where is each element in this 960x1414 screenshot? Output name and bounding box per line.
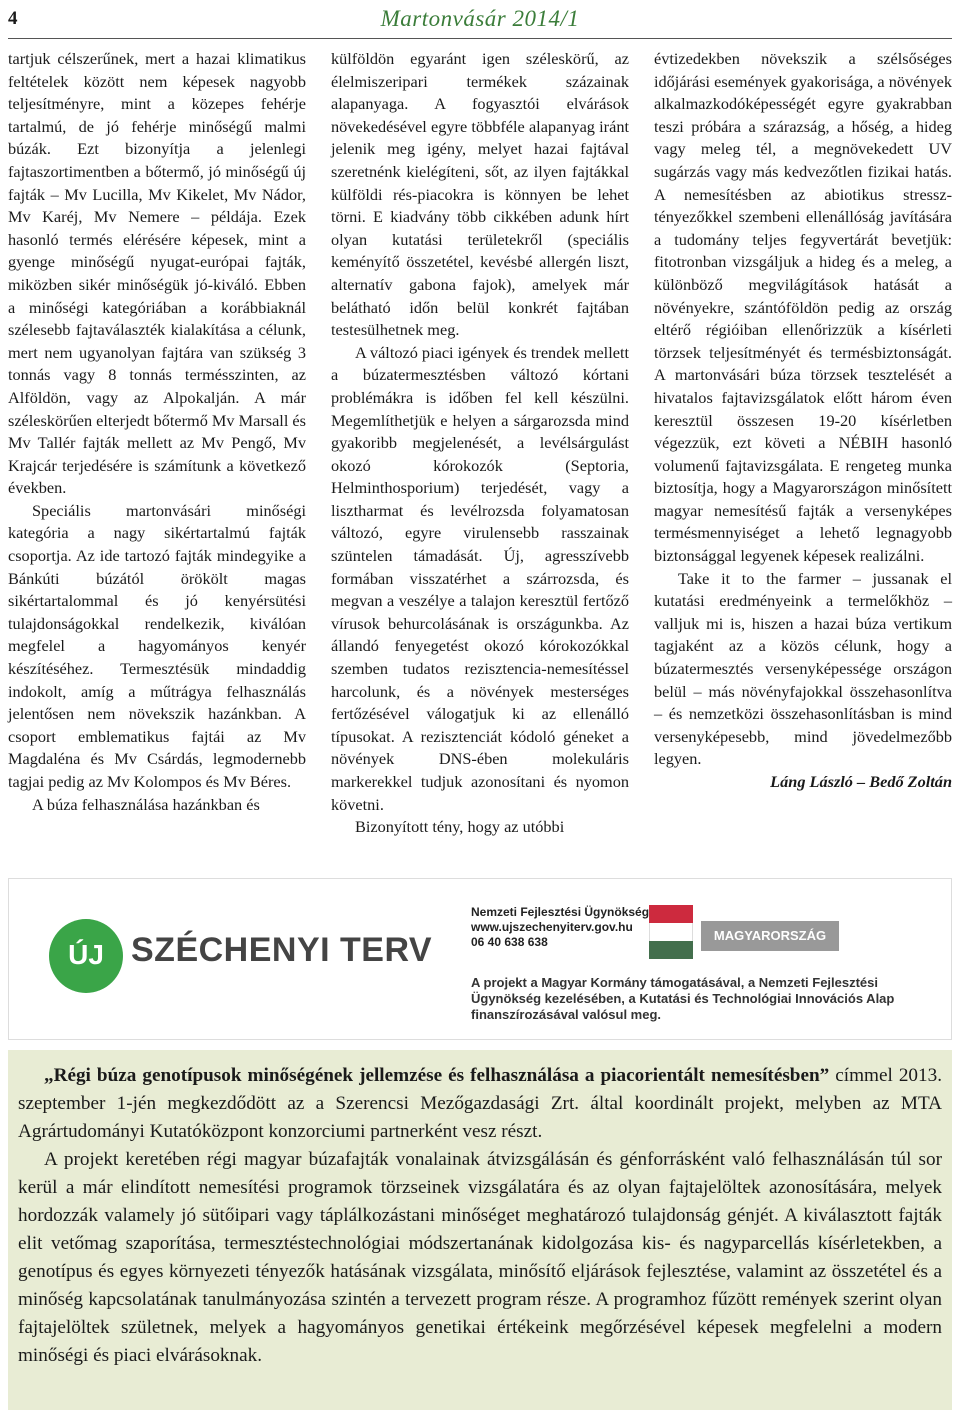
paragraph: A változó piaci igények és trendek mellett a búzatermesztésben változó kórtani problémákra is időben fel kell készülni. Megemlíthetjük e helyen a sárgarozsda mind gyakoribb megjelenését, a levélsárgulást okozó kórokozók (Septoria, Helminthosporium) terjedését, vagy a lisztharmat és levélrozsda folyamatosan változó, egyre virulensebb rasszainak szüntelen támadását. Új, agresszívebb formában visszatérhet a szárrozsda, és megvan a veszélye a talajon keresztül fertőző vírusok behurcolásának is országunkba. Az állandó fenyegetést okozó kórokozókkal szemben tudatos rezisztencia-nemesítéssel harcolunk, és a növények mesterséges fertőzésével válogatjuk ki az ellenálló típusokat. A rezisztenciát kódoló géneket a növények DNS-ében molekuláris markerekkel tudjuk azonosítani és nyomon követni. [331,342,629,814]
project-body: A projekt keretében régi magyar búzafajták vonalainak átvizsgálásán és génforrásként való felhasználásán túl sor kerül a már elindított nemesítési programok törzseinek vizsgálatára és az olyan fajtajelöltek azonosítására, melyek hordozzák valamely jó sütőipari vagy táplálkozástani minőséget meghatározó tulajdonság génjét. A kiválasztott fajták elit vetőmag szaporítása, termesztéstechnológiai módszertanának kidolgozása kis- és nagyparcellás kísérletekben, a genotípus és egyes környezeti tényezők hatásának vizsgálata, minősítő eljárások fejlesztése, valamint az összetétel és a minőség kapcsolatának tanulmányozása szintén a tervezett program része. A programhoz fűzött remények szerint olyan fajtajelöltek születnek, melyek a hagyományos genetikai értékeink megőrzésével képesek megfelelni a modern minőségi és piaci elvárásoknak. [18,1149,942,1366]
project-info-box [8,1050,952,1410]
szechenyi-logo-icon [49,919,123,993]
page-number: 4 [8,8,18,29]
agency-info [471,905,649,950]
agency-url: www.ujszechenyiterv.gov.hu [471,920,633,934]
header-divider [8,38,952,39]
page-header [8,6,952,34]
hungarian-flag-icon [649,905,693,959]
article-column-1 [8,48,306,816]
agency-phone: 06 40 638 638 [471,935,548,949]
agency-name: Nemzeti Fejlesztési Ügynökség [471,905,650,919]
funding-banner [8,878,952,1040]
slogan-badge: MAGYARORSZÁG MEGÚJUL [701,921,839,951]
article-column-2 [331,48,629,839]
paragraph: Bizonyított tény, hogy az utóbbi [355,817,565,837]
paragraph: külföldön egyaránt igen széleskörű, az élelmiszeripari termékek százainak alapanyaga. A fogyasztói elvárások növekedésével egyre többféle alapanyag iránt jelenik meg igény, melyet hazai fajtával szeretnénk kielégíteni, sőt, az ilyen fajtákkal külföldi rés-piacokra is könnyen be lehet törni. E kiadvány több cikkében adunk hírt olyan kutatási területekről (speciális keményítő összetétel, kevésbé allergén liszt, alternatív gabona fajok), amelyek már belátható időn belül konkrét fajtában testesülhetnek meg. [331,49,629,340]
logo-badge-text: ÚJ [68,939,104,970]
paragraph: Take it to the farmer – jussanak el kutatási eredményeink a termelőkhöz – valljuk mi is, hiszen a hazai búza vertikum tagjaként az a közös célunk, hogy a búzatermesztés versenyképessége országon belül – más növényfajokkal összehasonlítva – és nemzetközi összehasonlításban is mind versenyképesebb, mind jövedelmezőbb legyen. [654,568,952,769]
project-intro [18,1062,942,1146]
magazine-title: Martonvásár 2014/1 [380,6,580,31]
paragraph: tartjuk célszerűnek, mert a hazai klimatikus feltételek között nem képesek nagyobb teljesítményre, mint a közepes fehérje tartalmú, de jó fehérje minőségű malmi búzák. Ezt bizonyítja a jelenlegi fajtaszortimentben a bőtermő, jó minőségű új fajták – Mv Lucilla, Mv Kikelet, Mv Nádor, Mv Karéj, Mv Nemere – példája. Ezek hasonló termés elérésére képesek, mint a gyenge minőségű nyugat-európai fajták, miközben sikér minőségük jó-kiváló. Ebben a minőségi kategóriában a korábbiaknál szélesebb fajtaválaszték kialakítása a célunk, mert nem ugyanolyan fajtára van szükség 3 tonnás vagy 8 tonnás termésszinten, az Alföldön, vagy az Alpokalján. A már széleskörűen elterjedt bőtermő Mv Marsall és Mv Tallér fajták mellett az Mv Pengő, Mv Krajcár terjedésére is számítunk a következő években. [8,49,306,498]
funding-description: A projekt a Magyar Kormány támogatásával, a Nemzeti Fejlesztési Ügynökség kezelésében, a Kutatási és Technológiai Innovációs Alap finanszírozásával valósul meg. [471,975,895,1022]
logo-text: SZÉCHENYI TERV [131,931,433,969]
paragraph: A búza felhasználása hazánkban és [32,794,260,814]
article-column-3 [654,48,952,794]
project-title: „Régi búza genotípusok minőségének jellemzése és felhasználása a piacorientált nemesítésben” [44,1065,830,1086]
author-signature: Láng László – Bedő Zoltán [770,772,952,791]
paragraph: Speciális martonvásári minőségi kategória a nagy sikértartalmú fajták csoportja. Az ide tartozó fajták mindegyike a Bánkúti búzától örökölt magas sikértartalommal és jó kenyérsütési tulajdonságokkal rendelkezik, kiválóan megfelel a hagyományos kenyér készítéséhez. Termesztésük mindaddig indokolt, amíg a műtrágya felhasználás jelentősen nem növekszik hazánkban. A csoport emblematikus fajtái az Mv Magdaléna és Mv Csárdás, legmodernebb tagjai pedig az Mv Kolompos és Mv Béres. [8,500,306,791]
project-intro-text: címmel 2013. szeptember 1-jén megkezdődött az a Szerencsi Mezőgazdasági Zrt. által koordinált projekt, melyben az MTA Agrártudományi Kutatóközpont konzorciumi partnerként vesz részt. [18,1065,942,1142]
paragraph: évtizedekben növekszik a szélsőséges időjárási események gyakorisága, a növények alkalmazkodóképességét egyre gyakrabban teszi próbára a szárazság, a hőség, a hideg vagy meleg tél, a megnövekedett UV sugárzás vagy más kedvezőtlen fizikai hatás. A nemesítésben az abiotikus stressz-tényezőkkel szembeni ellenállóság javítására a tudomány teljes fegyvertárát bevetjük: fitotronban vizsgáljuk a hideg és a meleg, a különböző megvilágítások hatását a növényekre, szántóföldön pedig az ország eltérő régióiban ellenőrizzük a kísérleti törzsek teljesítményét és termésbiztonságát. A martonvásári búza törzsek tesztelését a hivatalos fajtavizsgálatok előtt három éven keresztül összesen 19-20 kísérletben végezzük, ezt követi a NÉBIH hasonló volumenű fajtavizsgálata. E rengeteg munka biztosítja, hogy a Magyarországon minősített magyar nemesítésű fajták a versenyképes termésmennyiséget a lehető legnagyobb biztonsággal legyenek képesek realizálni. [654,49,952,566]
